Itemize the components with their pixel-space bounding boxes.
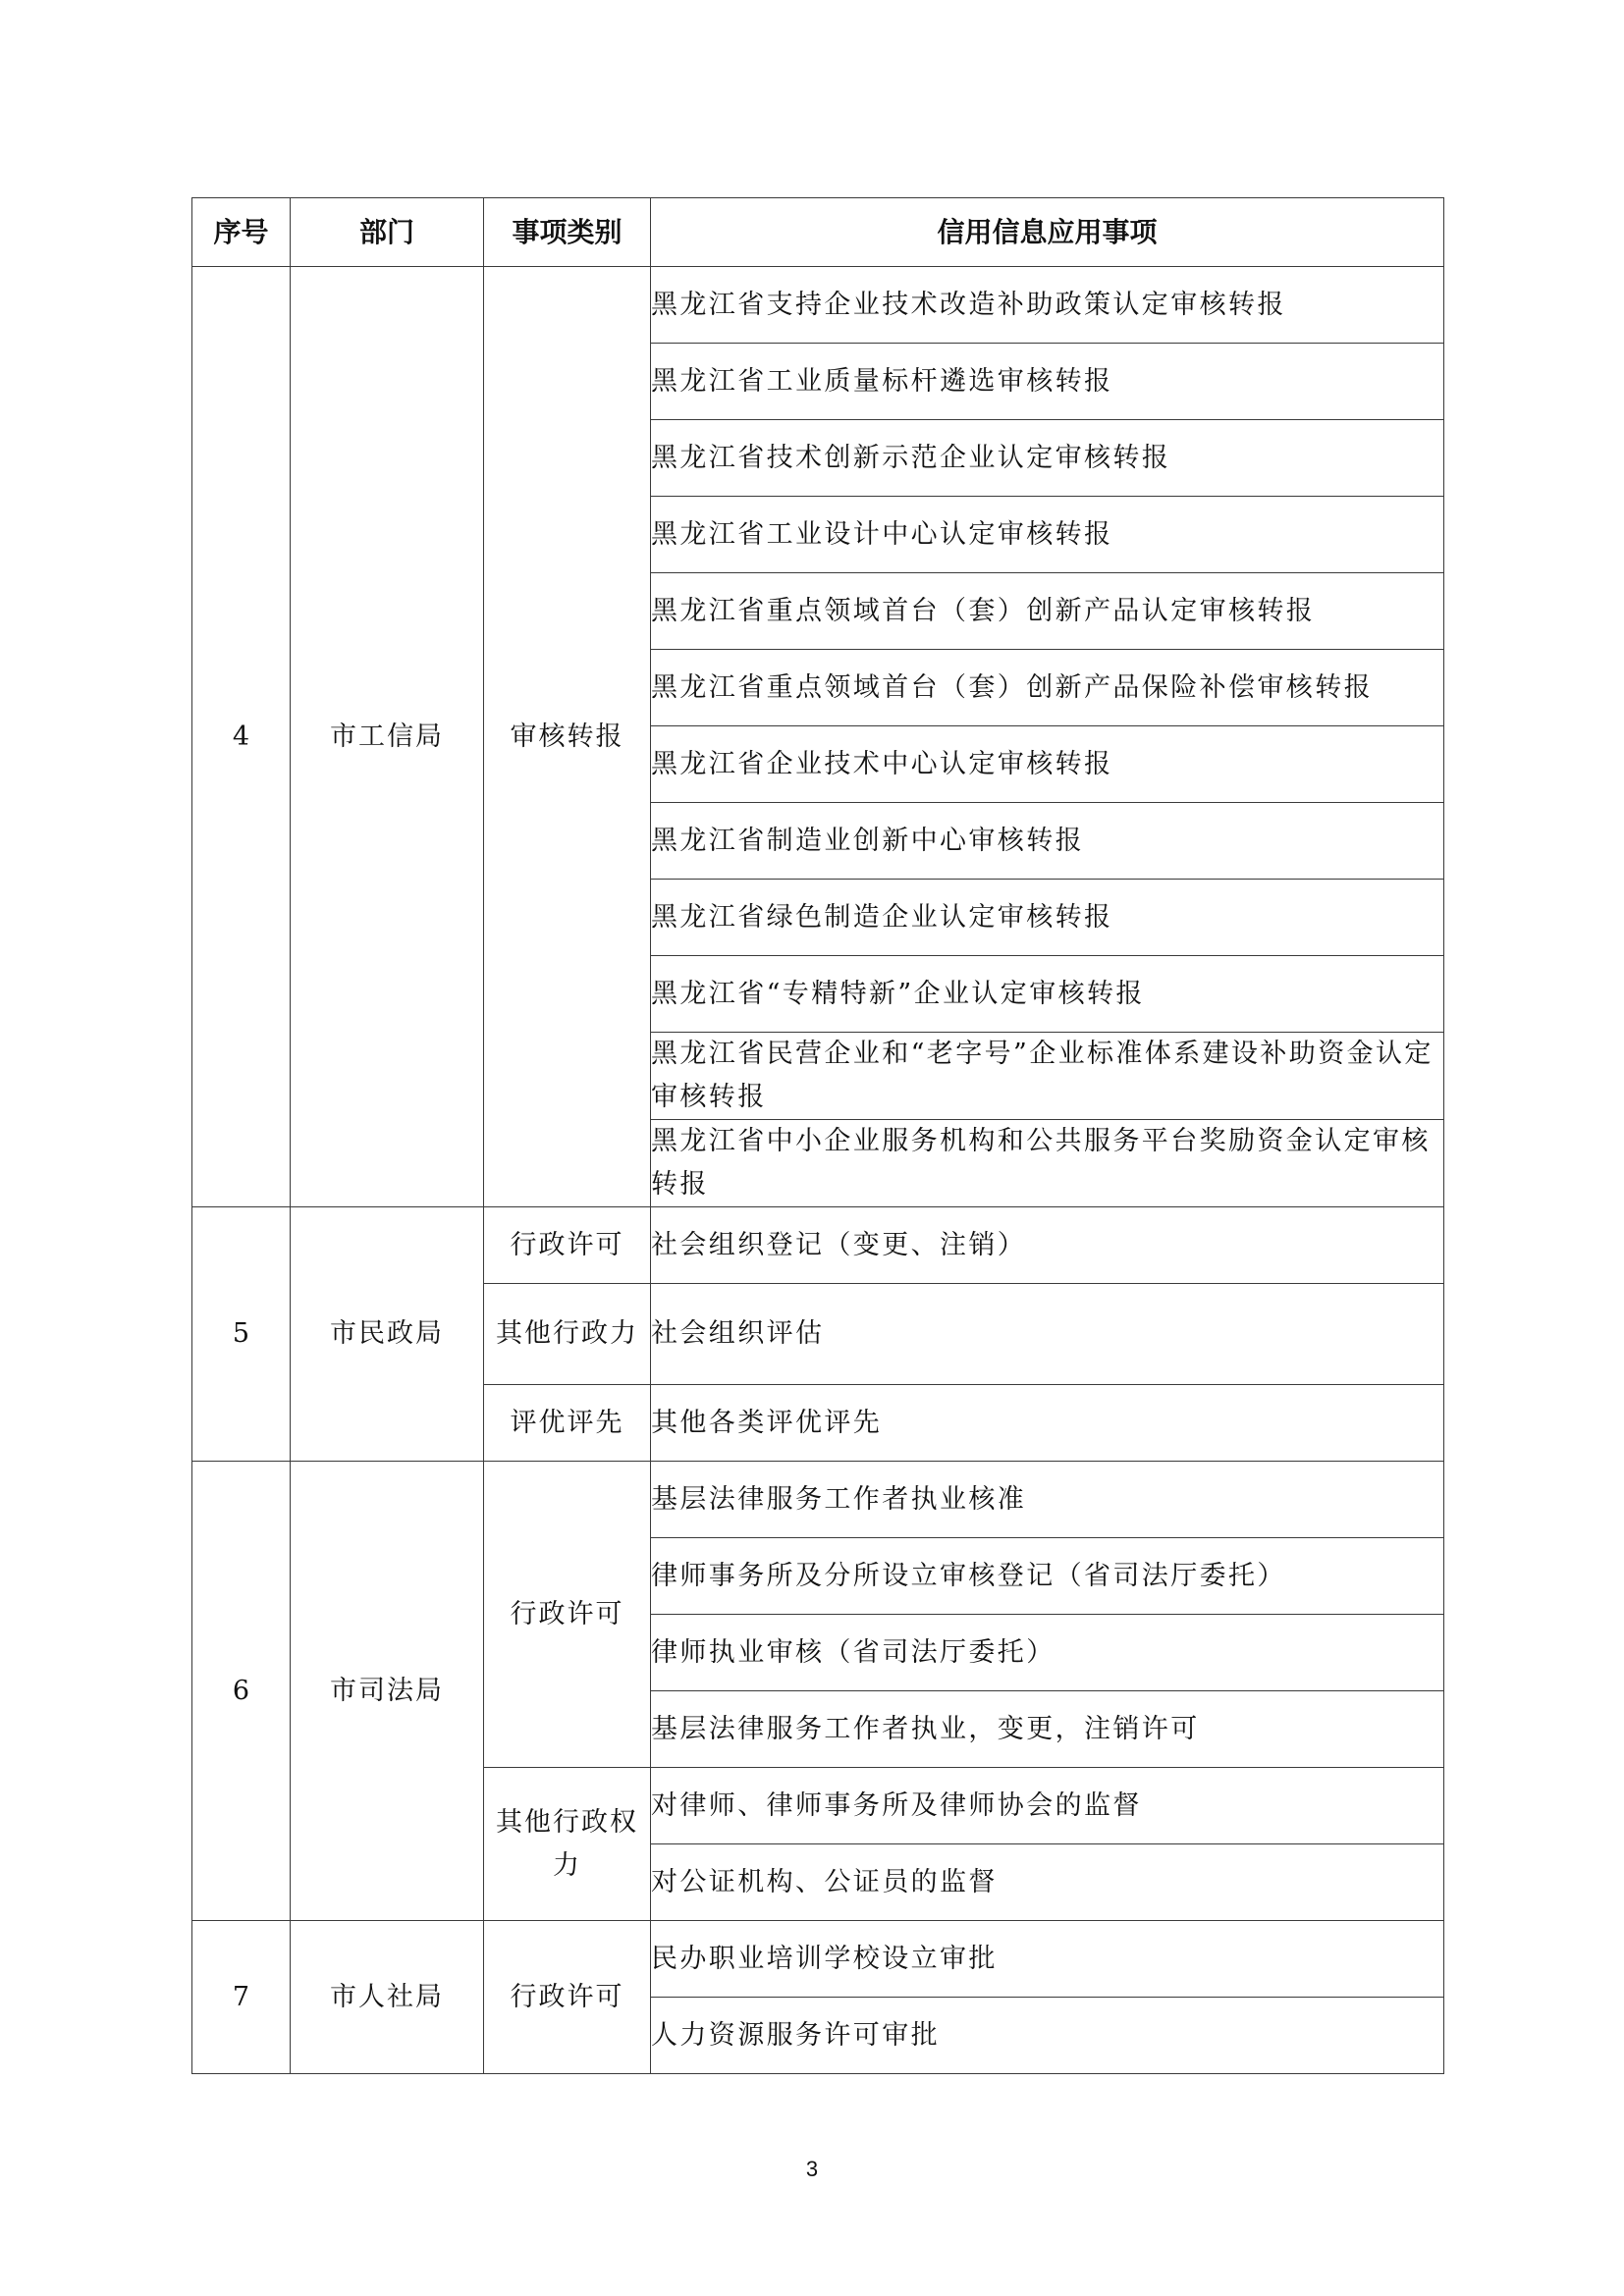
header-num: 序号 (192, 198, 291, 267)
row-item: 黑龙江省重点领域首台（套）创新产品保险补偿审核转报 (651, 650, 1444, 726)
row-num: 4 (192, 267, 291, 1207)
row-item: 黑龙江省民营企业和“老字号”企业标准体系建设补助资金认定审核转报 (651, 1033, 1444, 1120)
row-item: 基层法律服务工作者执业核准 (651, 1462, 1444, 1538)
row-category: 其他行政权力 (484, 1768, 651, 1921)
row-item: 黑龙江省绿色制造企业认定审核转报 (651, 880, 1444, 956)
table-row (192, 1207, 1444, 1284)
page-number: 3 (805, 2157, 819, 2181)
table-header-row (192, 198, 1444, 267)
row-item: 律师事务所及分所设立审核登记（省司法厅委托） (651, 1538, 1444, 1615)
row-dept: 市司法局 (291, 1462, 484, 1921)
row-num: 7 (192, 1921, 291, 2074)
row-item: 黑龙江省企业技术中心认定审核转报 (651, 726, 1444, 803)
row-num: 5 (192, 1207, 291, 1462)
row-item: 其他各类评优评先 (651, 1385, 1444, 1462)
row-item: 对律师、律师事务所及律师协会的监督 (651, 1768, 1444, 1844)
header-item: 信用信息应用事项 (651, 198, 1444, 267)
header-category: 事项类别 (484, 198, 651, 267)
row-item: 黑龙江省中小企业服务机构和公共服务平台奖励资金认定审核转报 (651, 1120, 1444, 1207)
row-item: 黑龙江省技术创新示范企业认定审核转报 (651, 420, 1444, 497)
row-item: 社会组织登记（变更、注销） (651, 1207, 1444, 1284)
row-category: 行政许可 (484, 1462, 651, 1768)
credit-info-table (191, 197, 1444, 2074)
header-dept: 部门 (291, 198, 484, 267)
row-item: 黑龙江省支持企业技术改造补助政策认定审核转报 (651, 267, 1444, 344)
row-item: 黑龙江省制造业创新中心审核转报 (651, 803, 1444, 880)
row-item: 民办职业培训学校设立审批 (651, 1921, 1444, 1998)
row-item: 律师执业审核（省司法厅委托） (651, 1615, 1444, 1691)
row-item: 社会组织评估 (651, 1284, 1444, 1385)
table-row (192, 267, 1444, 344)
row-item: 黑龙江省工业质量标杆遴选审核转报 (651, 344, 1444, 420)
row-dept: 市民政局 (291, 1207, 484, 1462)
row-item: 黑龙江省工业设计中心认定审核转报 (651, 497, 1444, 573)
table-row (192, 1921, 1444, 1998)
row-category: 审核转报 (484, 267, 651, 1207)
row-dept: 市人社局 (291, 1921, 484, 2074)
row-dept: 市工信局 (291, 267, 484, 1207)
row-category: 行政许可 (484, 1921, 651, 2074)
row-category: 行政许可 (484, 1207, 651, 1284)
row-item: 对公证机构、公证员的监督 (651, 1844, 1444, 1921)
row-num: 6 (192, 1462, 291, 1921)
row-item: 黑龙江省重点领域首台（套）创新产品认定审核转报 (651, 573, 1444, 650)
table-row (192, 1462, 1444, 1538)
row-item: 基层法律服务工作者执业，变更，注销许可 (651, 1691, 1444, 1768)
row-category: 其他行政力 (484, 1284, 651, 1385)
row-item: 黑龙江省“专精特新”企业认定审核转报 (651, 956, 1444, 1033)
row-category: 评优评先 (484, 1385, 651, 1462)
row-item: 人力资源服务许可审批 (651, 1998, 1444, 2074)
